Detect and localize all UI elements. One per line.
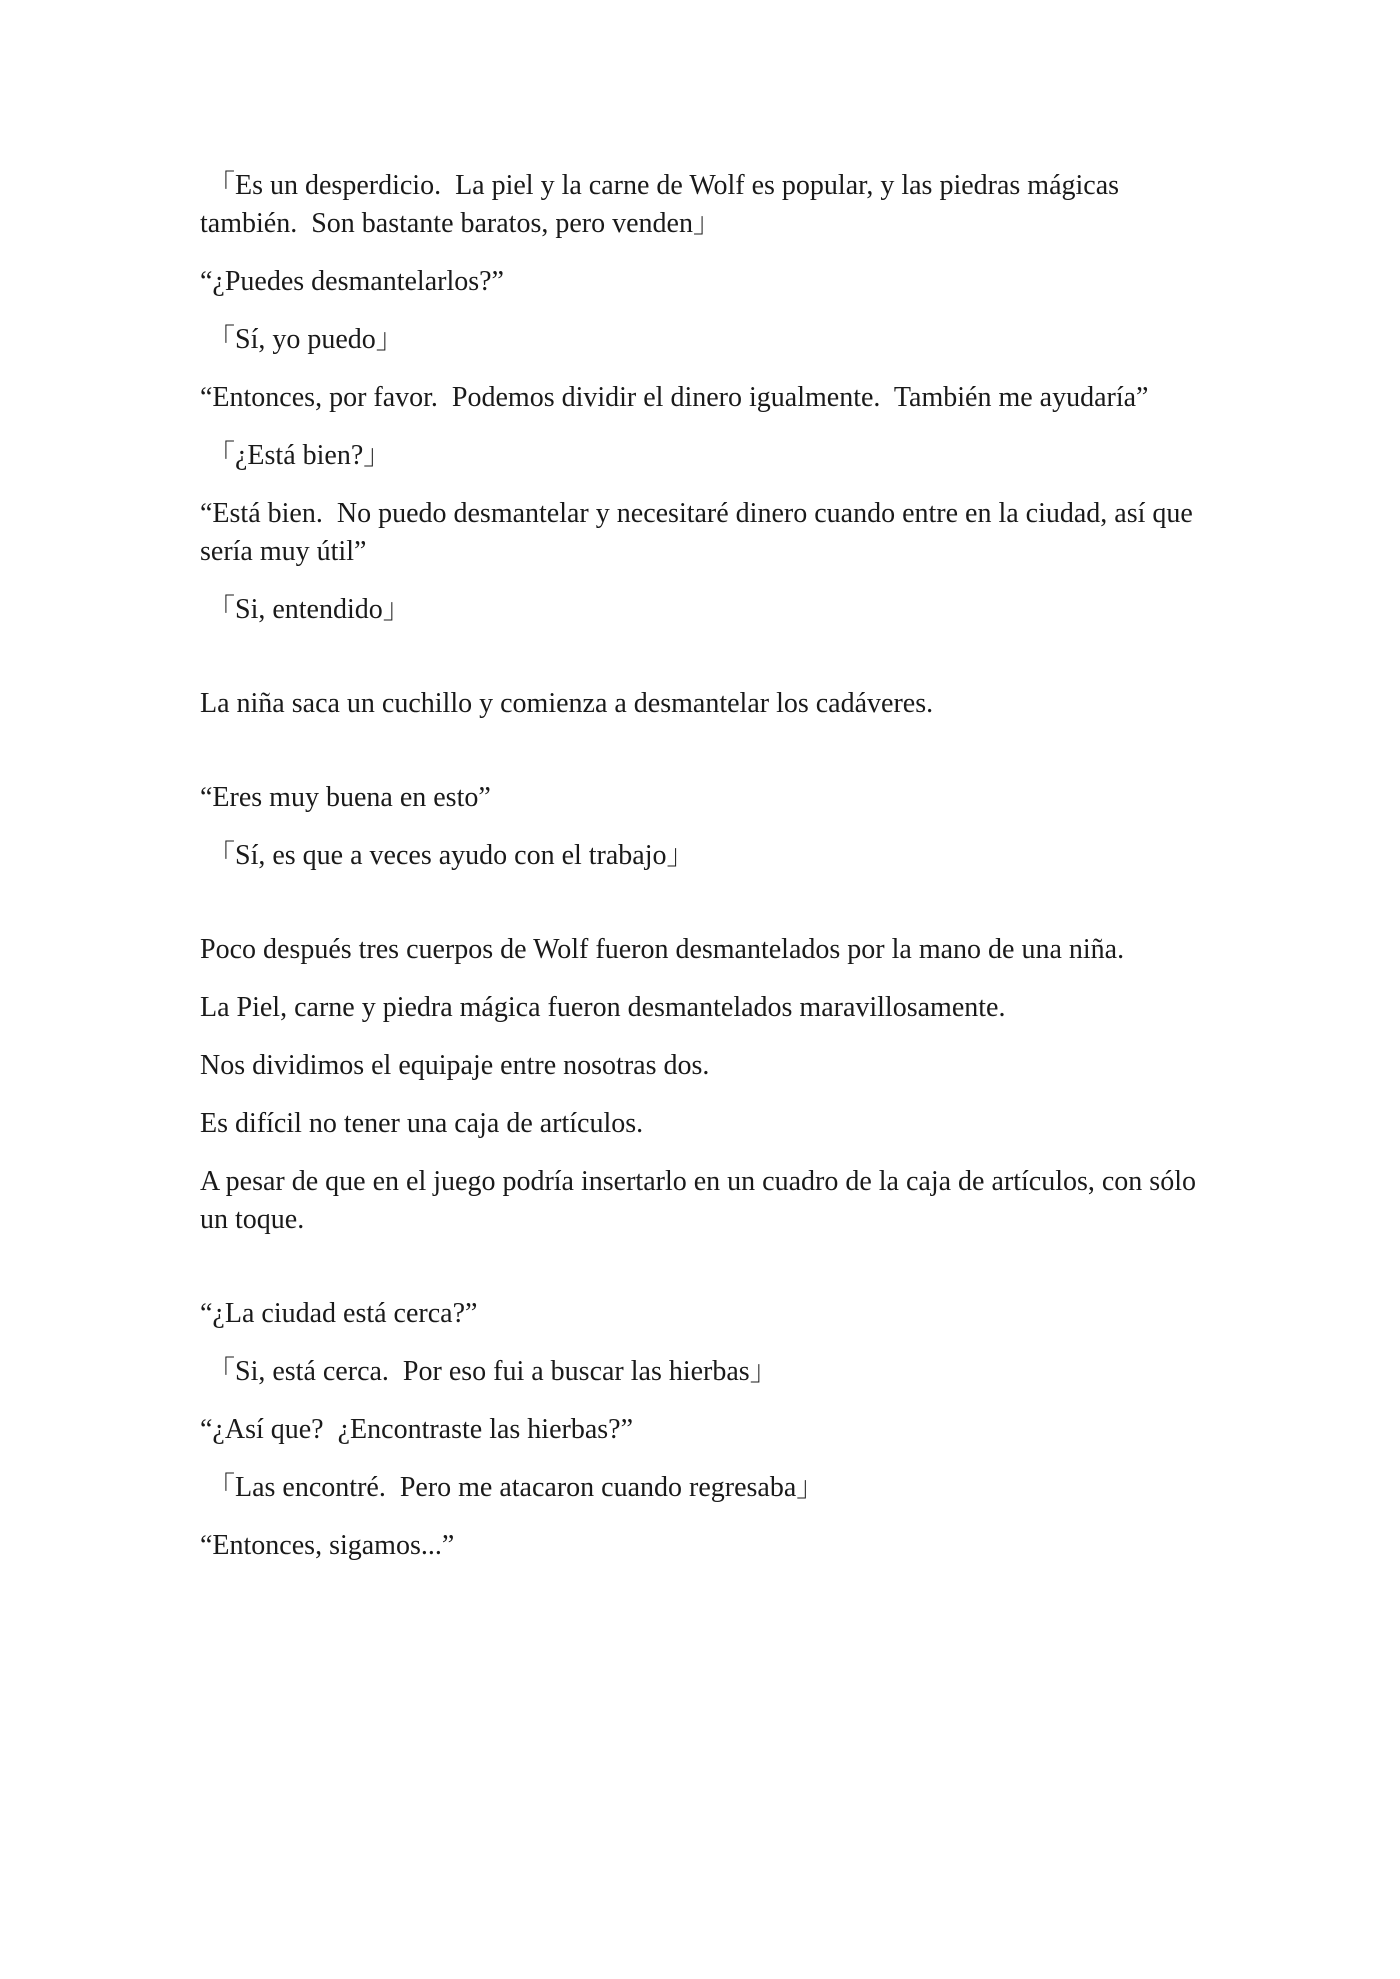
narration-paragraph: La niña saca un cuchillo y comienza a desmantelar los cadáveres. <box>200 688 934 719</box>
dialogue-line: “Está bien. No puedo desmantelar y necesitaré dinero cuando entre en la ciudad, así que sería muy útil” <box>200 498 1200 567</box>
dialogue-line: “¿La ciudad está cerca?” <box>200 1298 478 1329</box>
dialogue-line: “¿Así que? ¿Encontraste las hierbas?” <box>200 1414 634 1445</box>
dialogue-line: 「Las encontré. Pero me atacaron cuando regresaba」 <box>200 1472 825 1503</box>
dialogue-line: 「¿Está bien?」 <box>200 440 392 471</box>
narration-paragraph: La Piel, carne y piedra mágica fueron desmantelados maravillosamente. <box>200 992 1006 1023</box>
narration-paragraph: Es difícil no tener una caja de artículos. <box>200 1108 644 1139</box>
dialogue-line: “Eres muy buena en esto” <box>200 782 491 813</box>
narration-paragraph: Poco después tres cuerpos de Wolf fueron desmantelados por la mano de una niña. <box>200 934 1125 965</box>
narration-paragraph: A pesar de que en el juego podría insertarlo en un cuadro de la caja de artículos, con sólo un toque. <box>200 1166 1203 1235</box>
dialogue-line: 「Sí, yo puedo」 <box>200 324 404 355</box>
dialogue-line: “¿Puedes desmantelarlos?” <box>200 266 504 297</box>
document-body <box>200 167 1203 1585</box>
dialogue-line: 「Si, entendido」 <box>200 594 411 625</box>
dialogue-line: 「Sí, es que a veces ayudo con el trabajo」 <box>200 840 695 871</box>
dialogue-line: “Entonces, sigamos...” <box>200 1530 455 1561</box>
narration-paragraph: Nos dividimos el equipaje entre nosotras dos. <box>200 1050 710 1081</box>
dialogue-line: 「Si, está cerca. Por eso fui a buscar las hierbas」 <box>200 1356 778 1387</box>
dialogue-line: 「Es un desperdicio. La piel y la carne de Wolf es popular, y las piedras mágicas también. Son bastante baratos, pero venden」 <box>200 170 1127 239</box>
dialogue-line: “Entonces, por favor. Podemos dividir el dinero igualmente. También me ayudaría” <box>200 382 1149 413</box>
